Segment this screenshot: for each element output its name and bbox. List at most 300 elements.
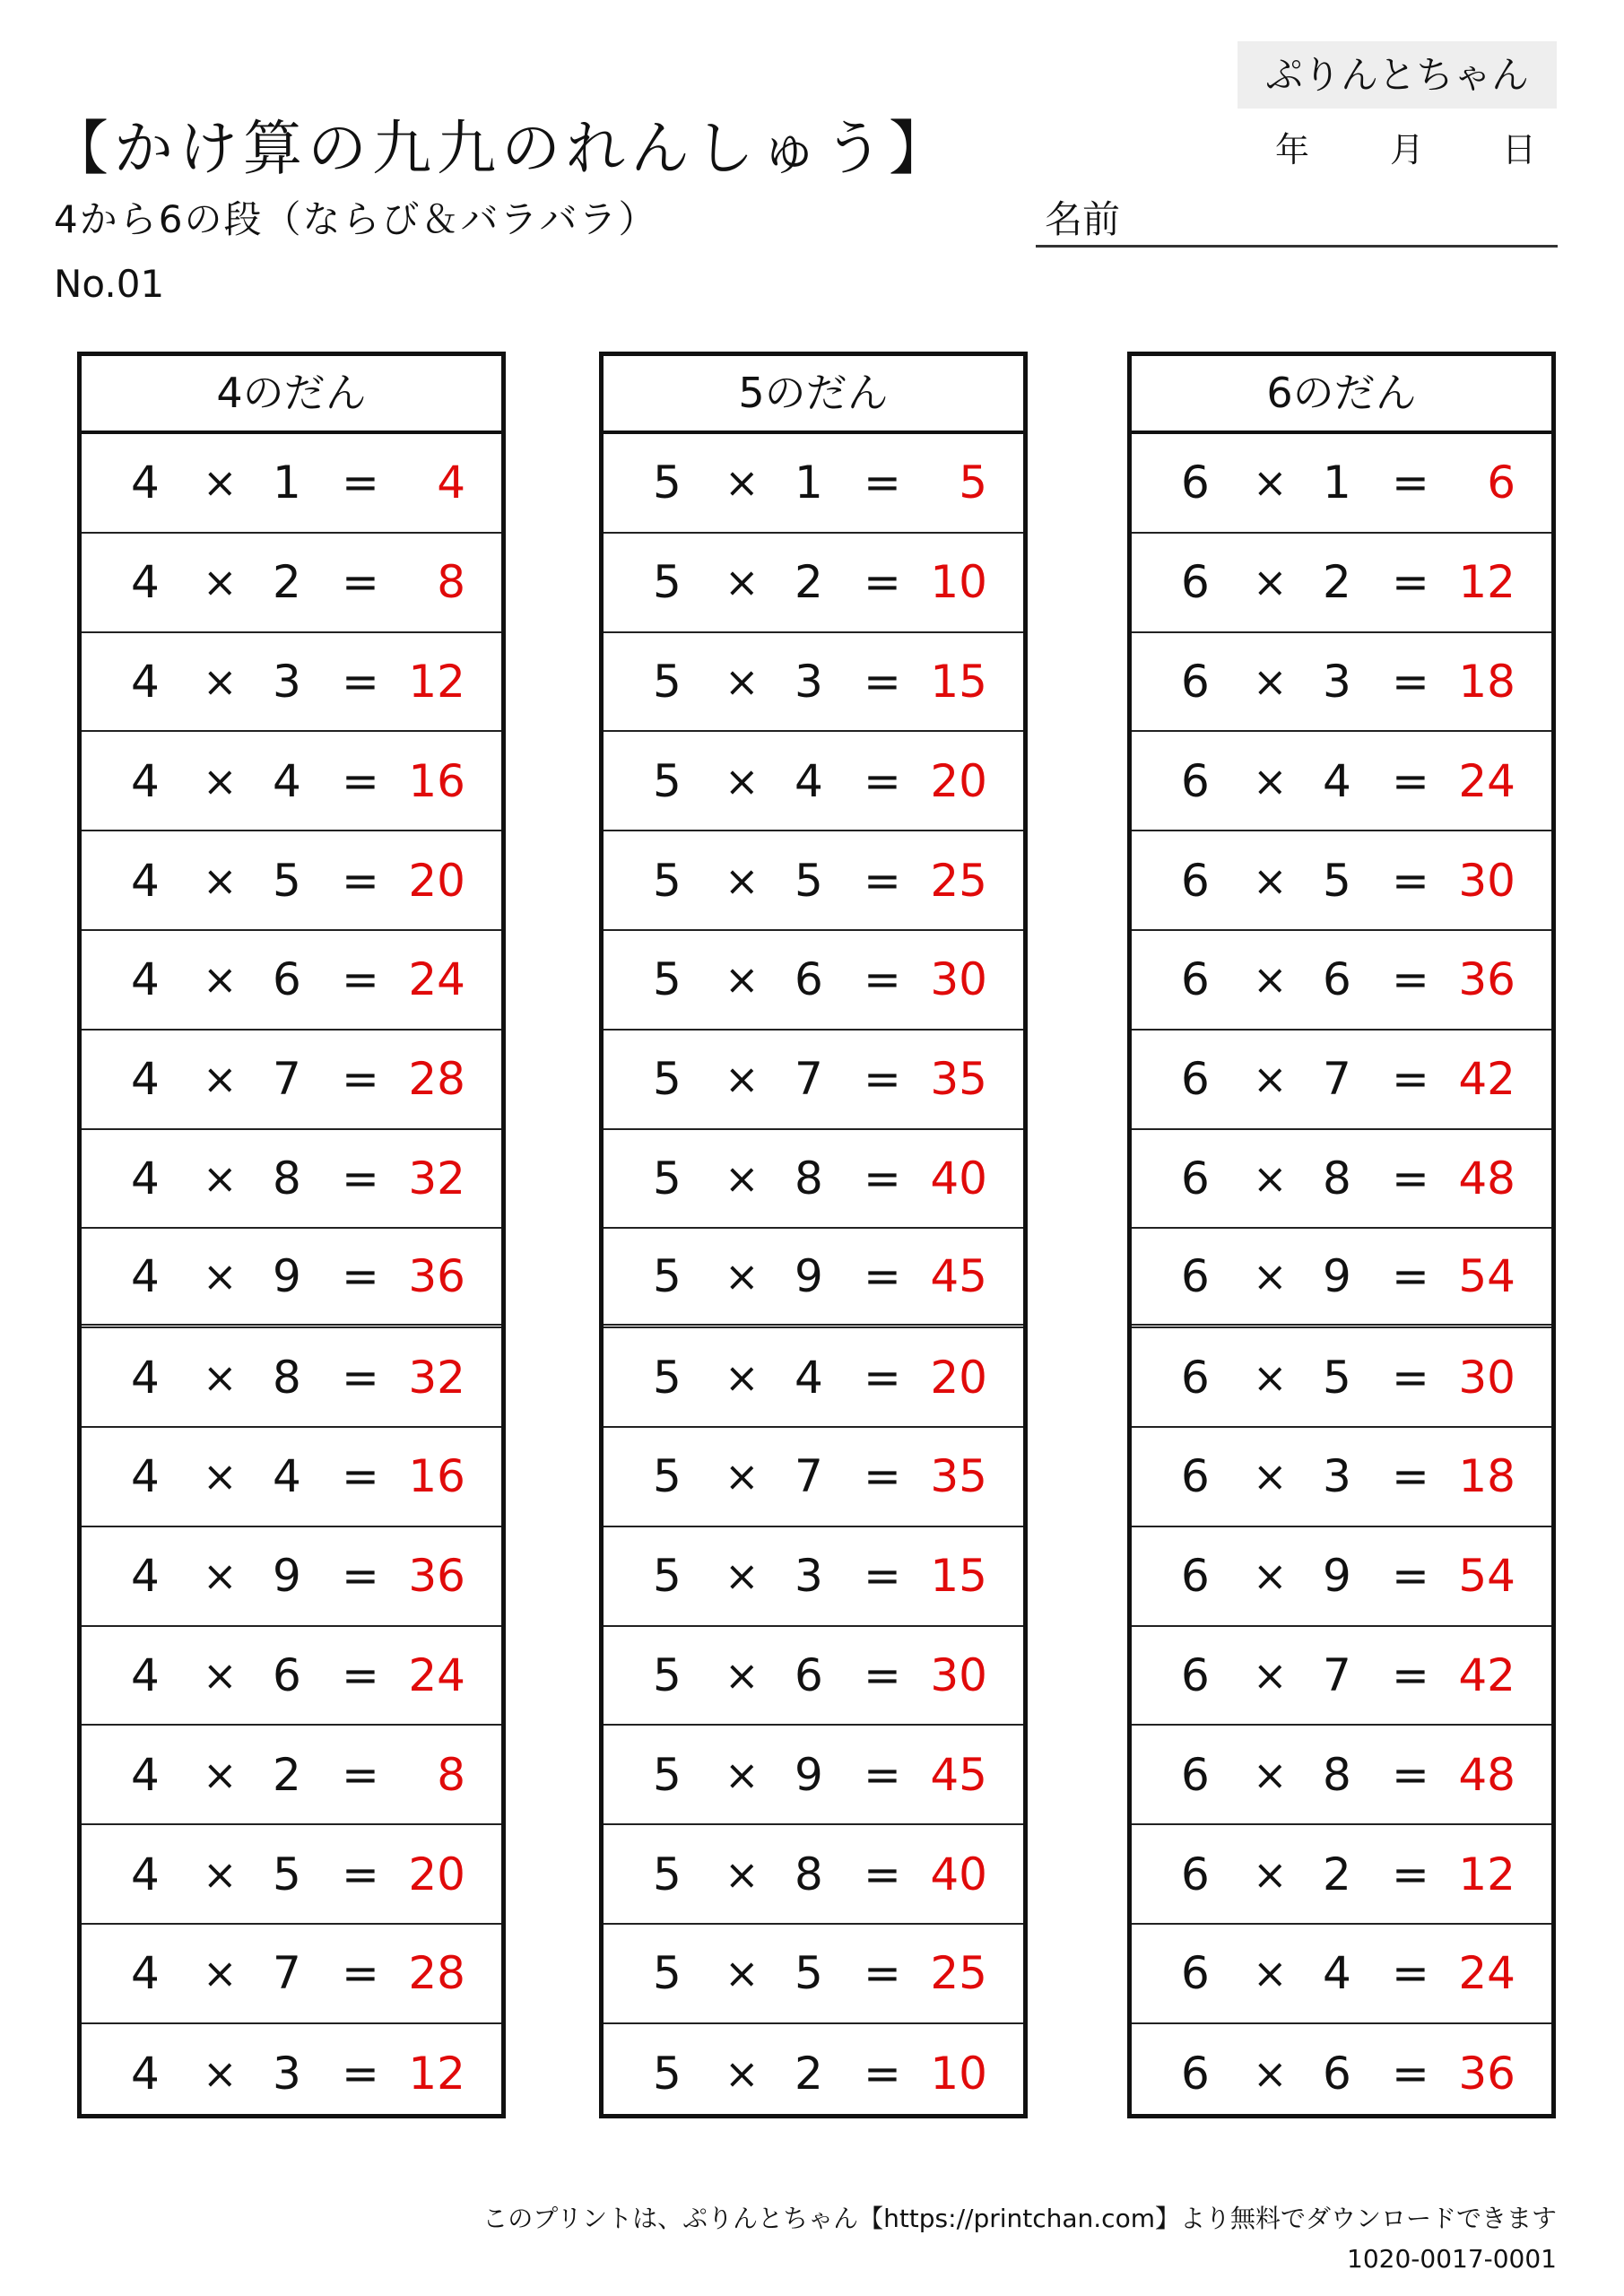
multiplicand: 4	[131, 655, 160, 708]
multiplier: 3	[273, 2048, 301, 2100]
equals-sign: =	[864, 1450, 901, 1503]
times-sign: ×	[725, 756, 760, 805]
multiplicand: 5	[653, 1450, 682, 1503]
multiplier: 9	[795, 1250, 823, 1303]
multiplier: 5	[273, 1848, 301, 1900]
multiplicand: 5	[653, 1351, 682, 1404]
table-row	[1132, 434, 1551, 534]
equals-sign: =	[1392, 754, 1429, 807]
multiplier: 6	[1323, 953, 1351, 1006]
date-fields	[1238, 115, 1557, 169]
answer: 45	[930, 1748, 987, 1801]
times-sign: ×	[1253, 1055, 1288, 1104]
times-sign: ×	[725, 1055, 760, 1104]
multiplier: 8	[1323, 1748, 1351, 1801]
table-row	[1132, 1428, 1551, 1527]
equals-sign: =	[1392, 2048, 1429, 2100]
equals-sign: =	[1392, 1748, 1429, 1801]
times-sign: ×	[203, 856, 238, 905]
multiplicand: 5	[653, 556, 682, 609]
multiplier: 8	[273, 1351, 301, 1404]
multiplicand: 4	[131, 854, 160, 907]
answer: 15	[930, 655, 987, 708]
multiplicand: 6	[1181, 655, 1210, 708]
table-row	[1132, 1328, 1551, 1428]
column-title: 4のだん	[82, 356, 501, 434]
equals-sign: =	[864, 457, 901, 509]
multiplicand: 5	[653, 1152, 682, 1205]
answer: 28	[408, 1053, 465, 1106]
multiplier: 7	[1323, 1648, 1351, 1701]
table-row	[604, 534, 1023, 633]
times-sign: ×	[725, 558, 760, 607]
multiplicand: 6	[1181, 1053, 1210, 1106]
equals-sign: =	[342, 1053, 379, 1106]
answer: 20	[408, 1848, 465, 1900]
multiplicand: 6	[1181, 854, 1210, 907]
table-row	[82, 1527, 501, 1627]
multiplicand: 6	[1181, 1848, 1210, 1900]
multiplier: 6	[273, 953, 301, 1006]
equals-sign: =	[342, 953, 379, 1006]
table-row	[1132, 831, 1551, 931]
multiplicand: 5	[653, 854, 682, 907]
answer: 35	[930, 1450, 987, 1503]
worksheet-subtitle: 4から6の段（ならび＆バラバラ）	[54, 197, 658, 241]
table-row	[82, 534, 501, 633]
equals-sign: =	[864, 854, 901, 907]
multiplier: 2	[1323, 556, 1351, 609]
table-row	[82, 1031, 501, 1130]
times-sign: ×	[725, 1352, 760, 1402]
multiplier: 8	[1323, 1152, 1351, 1205]
equals-sign: =	[864, 1550, 901, 1603]
multiplicand: 4	[131, 1848, 160, 1900]
times-sign: ×	[1253, 1153, 1288, 1203]
times-sign: ×	[203, 1552, 238, 1601]
multiplier: 4	[795, 754, 823, 807]
table-row	[604, 1031, 1023, 1130]
equals-sign: =	[864, 655, 901, 708]
multiplier: 5	[1323, 854, 1351, 907]
equals-sign: =	[864, 1351, 901, 1404]
answer: 16	[408, 754, 465, 807]
answer: 40	[930, 1152, 987, 1205]
times-sign: ×	[203, 1352, 238, 1402]
year-label: 年	[1275, 130, 1310, 170]
equals-sign: =	[864, 754, 901, 807]
answer: 42	[1458, 1648, 1515, 1701]
equals-sign: =	[1392, 457, 1429, 509]
times-sign: ×	[725, 458, 760, 508]
answer: 12	[408, 2048, 465, 2100]
multiplier: 5	[1323, 1351, 1351, 1404]
answer: 15	[930, 1550, 987, 1603]
table-row	[1132, 732, 1551, 831]
equals-sign: =	[342, 1947, 379, 2000]
multiplier: 7	[1323, 1053, 1351, 1106]
times-sign: ×	[1253, 856, 1288, 905]
table-row	[604, 1229, 1023, 1328]
answer: 36	[1458, 2048, 1515, 2100]
multiplicand: 6	[1181, 2048, 1210, 2100]
table-row	[82, 1825, 501, 1925]
answer: 45	[930, 1250, 987, 1303]
equals-sign: =	[342, 457, 379, 509]
multiplicand: 6	[1181, 1748, 1210, 1801]
multiplicand: 5	[653, 1947, 682, 2000]
multiplier: 6	[795, 1648, 823, 1701]
times-sign: ×	[725, 955, 760, 1004]
answer: 12	[408, 655, 465, 708]
equals-sign: =	[864, 2048, 901, 2100]
multiplier: 3	[795, 1550, 823, 1603]
brand-badge: ぷりんとちゃん	[1238, 41, 1557, 109]
times-sign: ×	[203, 558, 238, 607]
table-row	[604, 1726, 1023, 1825]
table-row	[82, 831, 501, 931]
times-sign: ×	[725, 1153, 760, 1203]
column-title: 5のだん	[604, 356, 1023, 434]
times-sign: ×	[725, 1252, 760, 1301]
table-row	[82, 1925, 501, 2024]
times-sign: ×	[1253, 1650, 1288, 1700]
multiplier: 3	[1323, 1450, 1351, 1503]
times-sign: ×	[203, 955, 238, 1004]
answer: 32	[408, 1351, 465, 1404]
multiplicand: 5	[653, 655, 682, 708]
answer: 30	[930, 1648, 987, 1701]
multiplier: 6	[1323, 2048, 1351, 2100]
answer: 20	[930, 754, 987, 807]
times-sign: ×	[203, 1750, 238, 1799]
times-sign: ×	[1253, 1252, 1288, 1301]
multiplicand: 4	[131, 754, 160, 807]
table-row	[82, 1328, 501, 1428]
footer-notice: このプリントは、ぷりんとちゃん【https://printchan.com】より無料でダウンロードできます	[482, 2204, 1557, 2233]
equals-sign: =	[864, 556, 901, 609]
table-row	[1132, 1925, 1551, 2024]
table-row	[82, 434, 501, 534]
answer: 54	[1458, 1550, 1515, 1603]
times-sign: ×	[1253, 1452, 1288, 1501]
table-row	[82, 931, 501, 1031]
multiplicand: 6	[1181, 1351, 1210, 1404]
answer: 10	[930, 556, 987, 609]
table-5-dan	[599, 352, 1028, 2118]
equals-sign: =	[342, 854, 379, 907]
times-sign: ×	[203, 1153, 238, 1203]
multiplicand: 5	[653, 2048, 682, 2100]
answer: 18	[1458, 1450, 1515, 1503]
multiplicand: 4	[131, 1053, 160, 1106]
multiplier: 3	[1323, 655, 1351, 708]
answer: 48	[1458, 1748, 1515, 1801]
multiplier: 5	[795, 854, 823, 907]
times-sign: ×	[1253, 1352, 1288, 1402]
multiplicand: 4	[131, 953, 160, 1006]
answer: 35	[930, 1053, 987, 1106]
times-sign: ×	[203, 1949, 238, 1998]
multiplier: 8	[795, 1152, 823, 1205]
table-row	[82, 633, 501, 733]
answer: 28	[408, 1947, 465, 2000]
times-sign: ×	[203, 1650, 238, 1700]
multiplier: 6	[795, 953, 823, 1006]
multiplicand: 5	[653, 1053, 682, 1106]
table-4-dan	[77, 352, 506, 2118]
equals-sign: =	[342, 1152, 379, 1205]
multiplier: 3	[795, 655, 823, 708]
answer: 25	[930, 854, 987, 907]
times-sign: ×	[203, 1252, 238, 1301]
answer: 25	[930, 1947, 987, 2000]
answer: 30	[1458, 854, 1515, 907]
worksheet-number: No.01	[54, 262, 165, 306]
equals-sign: =	[342, 1450, 379, 1503]
multiplicand: 4	[131, 1648, 160, 1701]
times-sign: ×	[1253, 1849, 1288, 1899]
times-sign: ×	[725, 1849, 760, 1899]
answer: 24	[408, 953, 465, 1006]
equals-sign: =	[1392, 1550, 1429, 1603]
equals-sign: =	[864, 1152, 901, 1205]
answer: 40	[930, 1848, 987, 1900]
equals-sign: =	[1392, 1947, 1429, 2000]
multiplier: 1	[795, 457, 823, 509]
multiplier: 4	[1323, 1947, 1351, 2000]
answer: 24	[408, 1648, 465, 1701]
answer: 12	[1458, 556, 1515, 609]
answer: 30	[930, 953, 987, 1006]
table-row	[604, 1925, 1023, 2024]
column-title: 6のだん	[1132, 356, 1551, 434]
equals-sign: =	[1392, 953, 1429, 1006]
table-row	[1132, 1130, 1551, 1230]
multiplier: 4	[273, 1450, 301, 1503]
equals-sign: =	[342, 1250, 379, 1303]
answer: 36	[1458, 953, 1515, 1006]
table-row	[1132, 1627, 1551, 1726]
multiplicand: 6	[1181, 1550, 1210, 1603]
table-row	[82, 732, 501, 831]
equals-sign: =	[1392, 655, 1429, 708]
times-sign: ×	[203, 458, 238, 508]
table-row	[604, 2024, 1023, 2124]
equals-sign: =	[342, 655, 379, 708]
multiplier: 1	[273, 457, 301, 509]
times-sign: ×	[203, 1055, 238, 1104]
equals-sign: =	[864, 1053, 901, 1106]
answer: 4	[437, 457, 465, 509]
multiplicand: 6	[1181, 556, 1210, 609]
equals-sign: =	[342, 2048, 379, 2100]
multiplier: 7	[795, 1450, 823, 1503]
answer: 8	[437, 556, 465, 609]
table-row	[604, 931, 1023, 1031]
multiplier: 2	[795, 556, 823, 609]
multiplicand: 4	[131, 1550, 160, 1603]
document-code: 1020-0017-0001	[1347, 2244, 1557, 2274]
answer: 5	[959, 457, 987, 509]
equals-sign: =	[1392, 1351, 1429, 1404]
equals-sign: =	[1392, 1053, 1429, 1106]
answer: 24	[1458, 1947, 1515, 2000]
table-row	[82, 1229, 501, 1328]
table-row	[82, 1428, 501, 1527]
equals-sign: =	[342, 1550, 379, 1603]
multiplier: 4	[795, 1351, 823, 1404]
answer: 16	[408, 1450, 465, 1503]
answer: 20	[930, 1351, 987, 1404]
equals-sign: =	[1392, 556, 1429, 609]
times-sign: ×	[203, 657, 238, 706]
times-sign: ×	[725, 1552, 760, 1601]
multiplier: 9	[273, 1550, 301, 1603]
multiplicand: 4	[131, 1351, 160, 1404]
times-sign: ×	[1253, 1949, 1288, 1998]
multiplicand: 5	[653, 1550, 682, 1603]
table-row	[1132, 1229, 1551, 1328]
multiplicand: 5	[653, 754, 682, 807]
times-sign: ×	[1253, 1552, 1288, 1601]
answer: 6	[1487, 457, 1515, 509]
multiplier: 8	[795, 1848, 823, 1900]
times-sign: ×	[203, 2049, 238, 2099]
answer: 20	[408, 854, 465, 907]
times-sign: ×	[203, 1849, 238, 1899]
multiplicand: 6	[1181, 1648, 1210, 1701]
multiplicand: 5	[653, 953, 682, 1006]
multiplicand: 4	[131, 1947, 160, 2000]
multiplicand: 6	[1181, 1947, 1210, 2000]
times-sign: ×	[725, 2049, 760, 2099]
table-row	[604, 434, 1023, 534]
answer: 8	[437, 1748, 465, 1801]
multiplicand: 6	[1181, 754, 1210, 807]
multiplicand: 4	[131, 1748, 160, 1801]
multiplicand: 6	[1181, 1450, 1210, 1503]
table-row	[604, 1825, 1023, 1925]
multiplicand: 5	[653, 1748, 682, 1801]
multiplier: 5	[795, 1947, 823, 2000]
times-sign: ×	[1253, 955, 1288, 1004]
multiplicand: 5	[653, 457, 682, 509]
table-6-dan	[1127, 352, 1556, 2118]
multiplicand: 6	[1181, 457, 1210, 509]
times-sign: ×	[1253, 558, 1288, 607]
table-row	[82, 1130, 501, 1230]
answer: 36	[408, 1550, 465, 1603]
times-sign: ×	[725, 1650, 760, 1700]
equals-sign: =	[864, 953, 901, 1006]
table-row	[604, 1527, 1023, 1627]
equals-sign: =	[342, 1748, 379, 1801]
answer: 18	[1458, 655, 1515, 708]
multiplicand: 4	[131, 1450, 160, 1503]
multiplier: 4	[1323, 754, 1351, 807]
equals-sign: =	[342, 1648, 379, 1701]
table-row	[604, 1328, 1023, 1428]
multiplicand: 4	[131, 457, 160, 509]
times-sign: ×	[1253, 657, 1288, 706]
times-sign: ×	[203, 1452, 238, 1501]
answer: 10	[930, 2048, 987, 2100]
multiplier: 9	[273, 1250, 301, 1303]
times-sign: ×	[725, 1452, 760, 1501]
equals-sign: =	[342, 1848, 379, 1900]
table-row	[82, 1627, 501, 1726]
answer: 48	[1458, 1152, 1515, 1205]
times-sign: ×	[725, 657, 760, 706]
equals-sign: =	[864, 1648, 901, 1701]
table-row	[82, 2024, 501, 2124]
table-row	[1132, 931, 1551, 1031]
table-row	[1132, 1825, 1551, 1925]
equals-sign: =	[1392, 1648, 1429, 1701]
table-row	[604, 732, 1023, 831]
equals-sign: =	[1392, 1848, 1429, 1900]
answer: 32	[408, 1152, 465, 1205]
table-row	[604, 633, 1023, 733]
multiplicand: 6	[1181, 1152, 1210, 1205]
times-sign: ×	[1253, 756, 1288, 805]
answer: 42	[1458, 1053, 1515, 1106]
equals-sign: =	[864, 1947, 901, 2000]
multiplicand: 5	[653, 1848, 682, 1900]
table-row	[604, 1428, 1023, 1527]
month-label: 月	[1390, 130, 1425, 170]
multiplicand: 4	[131, 556, 160, 609]
equals-sign: =	[1392, 854, 1429, 907]
table-row	[1132, 534, 1551, 633]
answer: 30	[1458, 1351, 1515, 1404]
equals-sign: =	[1392, 1250, 1429, 1303]
answer: 24	[1458, 754, 1515, 807]
equals-sign: =	[342, 1351, 379, 1404]
equals-sign: =	[342, 754, 379, 807]
multiplicand: 4	[131, 1250, 160, 1303]
table-row	[604, 1130, 1023, 1230]
table-row	[1132, 1031, 1551, 1130]
multiplicand: 4	[131, 2048, 160, 2100]
multiplier: 6	[273, 1648, 301, 1701]
times-sign: ×	[203, 756, 238, 805]
multiplier: 8	[273, 1152, 301, 1205]
equals-sign: =	[864, 1848, 901, 1900]
day-label: 日	[1502, 130, 1537, 170]
multiplier: 2	[795, 2048, 823, 2100]
times-sign: ×	[725, 1949, 760, 1998]
answer: 12	[1458, 1848, 1515, 1900]
multiplicand: 5	[653, 1250, 682, 1303]
multiplier: 9	[795, 1748, 823, 1801]
table-row	[604, 831, 1023, 931]
times-sign: ×	[1253, 1750, 1288, 1799]
multiplier: 7	[795, 1053, 823, 1106]
multiplier: 4	[273, 754, 301, 807]
multiplier: 5	[273, 854, 301, 907]
multiplicand: 5	[653, 1648, 682, 1701]
multiplier: 3	[273, 655, 301, 708]
name-label: 名前	[1045, 197, 1121, 241]
multiplier: 7	[273, 1947, 301, 2000]
multiplier: 9	[1323, 1550, 1351, 1603]
table-row	[82, 1726, 501, 1825]
equals-sign: =	[1392, 1152, 1429, 1205]
times-sign: ×	[725, 856, 760, 905]
table-row	[1132, 1527, 1551, 1627]
